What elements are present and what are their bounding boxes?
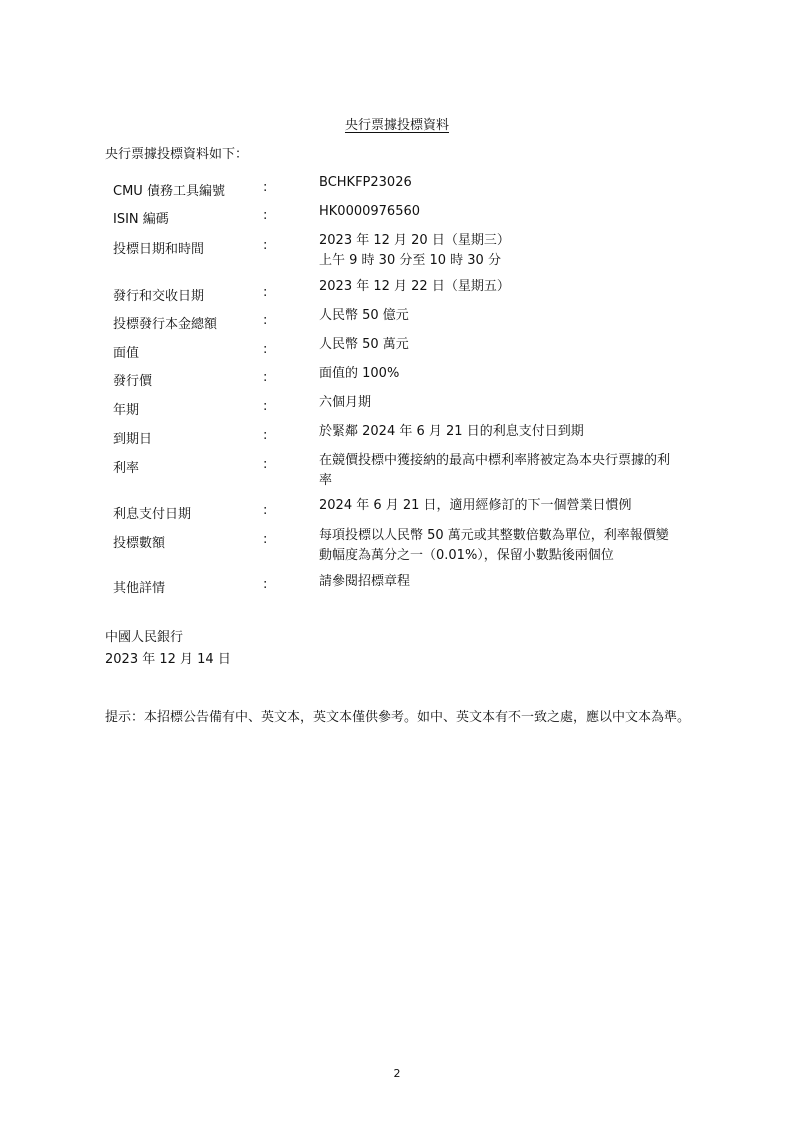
detail-value-line: 每項投標以人民幣 50 萬元或其整數倍數為單位，利率報價變 <box>319 528 669 543</box>
detail-value <box>319 393 689 413</box>
detail-value-line: 在競價投標中獲接納的最高中標利率將被定為本央行票據的利 <box>319 453 671 468</box>
detail-label: 投標數額 <box>113 536 166 551</box>
detail-value <box>319 572 689 592</box>
detail-separator: : <box>263 577 268 592</box>
detail-value-line: 2023 年 12 月 22 日（星期五） <box>319 279 510 294</box>
detail-label: CMU 債務工具編號 <box>113 184 225 199</box>
intro-text: 央行票據投標資料如下： <box>105 147 249 162</box>
detail-value <box>319 202 689 222</box>
detail-label: 利率 <box>113 461 140 476</box>
detail-value-line: 於緊鄰 2024 年 6 月 21 日的利息支付日到期 <box>319 424 584 439</box>
detail-separator: : <box>263 180 268 195</box>
detail-label: 利息支付日期 <box>113 507 192 522</box>
detail-value <box>319 451 689 491</box>
language-note: 提示：本招標公告備有中、英文本，英文本僅供參考。如中、英文本有不一致之處，應以中文本為準。 <box>105 710 691 725</box>
detail-separator: : <box>263 313 268 328</box>
detail-separator: : <box>263 532 268 547</box>
detail-separator: : <box>263 457 268 472</box>
detail-value <box>319 526 689 566</box>
detail-separator: : <box>263 503 268 518</box>
detail-value <box>319 364 689 384</box>
detail-separator: : <box>263 285 268 300</box>
detail-value <box>319 496 689 516</box>
detail-label: 到期日 <box>113 432 153 447</box>
detail-label: 其他詳情 <box>113 581 166 596</box>
detail-value-line: 2024 年 6 月 21 日，適用經修訂的下一個營業日慣例 <box>319 498 632 513</box>
detail-value-line: 動幅度為萬分之一（0.01%），保留小數點後兩個位 <box>319 548 614 563</box>
detail-value <box>319 173 689 193</box>
detail-value-line: 上午 9 時 30 分至 10 時 30 分 <box>319 253 501 268</box>
detail-label: 發行和交收日期 <box>113 289 205 304</box>
detail-value <box>319 277 689 297</box>
detail-label: 投標發行本金總額 <box>113 317 218 332</box>
detail-value-line: 率 <box>319 473 333 488</box>
page-number: 2 <box>393 1067 401 1080</box>
detail-separator: : <box>263 399 268 414</box>
detail-value-line: HK0000976560 <box>319 204 421 219</box>
detail-separator: : <box>263 342 268 357</box>
detail-separator: : <box>263 238 268 253</box>
detail-value <box>319 306 689 326</box>
detail-value-line: 人民幣 50 萬元 <box>319 337 409 352</box>
issuer-name: 中國人民銀行 <box>105 630 184 645</box>
detail-value <box>319 335 689 355</box>
issue-date: 2023 年 12 月 14 日 <box>105 652 231 667</box>
detail-value-line: 2023 年 12 月 20 日（星期三） <box>319 233 510 248</box>
detail-label: ISIN 編碼 <box>113 212 169 227</box>
detail-label: 年期 <box>113 403 140 418</box>
detail-value <box>319 231 689 271</box>
detail-separator: : <box>263 370 268 385</box>
detail-value-line: 六個月期 <box>319 395 372 410</box>
page-title: 央行票據投標資料 <box>344 118 449 133</box>
detail-value-line: 請參閱招標章程 <box>319 574 411 589</box>
detail-value-line: 人民幣 50 億元 <box>319 308 409 323</box>
detail-value <box>319 422 689 442</box>
detail-label: 面值 <box>113 346 140 361</box>
detail-value-line: 面值的 100% <box>319 366 400 381</box>
detail-separator: : <box>263 428 268 443</box>
detail-label: 發行價 <box>113 374 153 389</box>
detail-label: 投標日期和時間 <box>113 242 205 257</box>
detail-separator: : <box>263 208 268 223</box>
detail-value-line: BCHKFP23026 <box>319 175 412 190</box>
